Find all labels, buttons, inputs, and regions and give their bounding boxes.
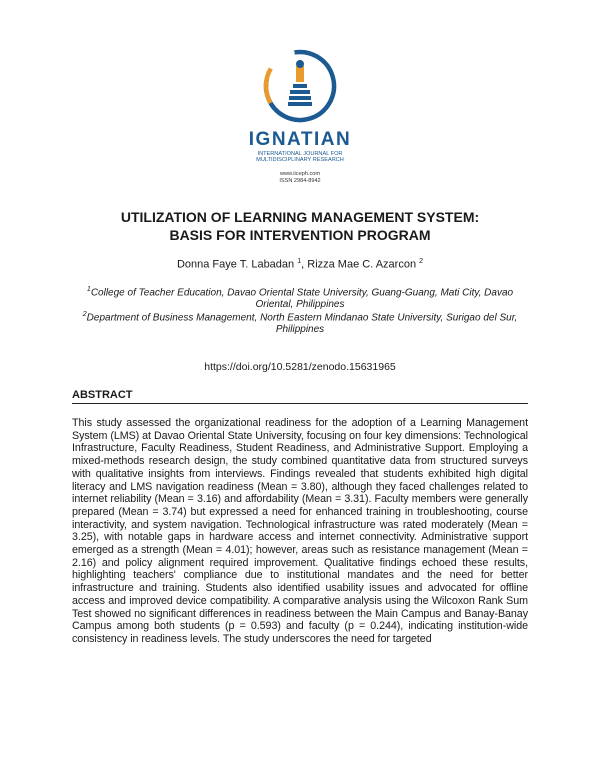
abstract-divider	[72, 403, 528, 404]
journal-info	[238, 171, 362, 185]
affiliation-2-text: Department of Business Management, North Eastern Mindanao State University, Surigao del Sur, Philippines	[86, 312, 518, 336]
author-2-superscript: 2	[419, 258, 424, 265]
affiliation-1	[80, 284, 520, 311]
author-1-superscript: 1	[297, 258, 302, 265]
journal-subtitle-line1: INTERNATIONAL JOURNAL FOR	[257, 151, 343, 157]
journal-subtitle-line2: MULTIDISCIPLINARY RESEARCH	[256, 157, 344, 164]
paper-title-line2: BASIS FOR INTERVENTION PROGRAM	[169, 227, 431, 243]
journal-logo	[238, 44, 362, 192]
affiliation-1-superscript: 1	[86, 286, 91, 293]
journal-name: IGNATIAN	[248, 129, 352, 150]
doi-link[interactable]: https://doi.org/10.5281/zenodo.15631965	[204, 361, 396, 373]
abstract-heading: ABSTRACT	[72, 389, 133, 401]
author-line	[60, 255, 540, 272]
affiliation-1-text: College of Teacher Education, Davao Oriental State University, Guang-Guang, Mati City, Davao Oriental, Philippines	[90, 287, 514, 311]
affiliation-2	[80, 309, 520, 336]
paper-title-line1: UTILIZATION OF LEARNING MANAGEMENT SYSTEM:	[120, 209, 480, 225]
journal-subtitle	[238, 151, 362, 164]
author-1: Donna Faye T. Labadan	[176, 258, 295, 271]
affiliation-2-superscript: 2	[82, 311, 87, 318]
ignatian-emblem-icon	[260, 44, 340, 130]
journal-website[interactable]: www.iiceph.com	[279, 171, 321, 177]
paper-title	[60, 208, 540, 244]
author-2: Rizza Mae C. Azarcon	[307, 258, 417, 271]
abstract-body: This study assessed the organizational readiness for the adoption of a Learning Management System (LMS) at Davao Oriental State University, focusing on four key dimensions: Technological Infrastructure, Faculty Readiness, Student Readiness, and Administrative Support. Employing a mixed-methods research design, the study combined quantitative data from structured surveys with qualitative insights from interviews. Findings revealed that students exhibited high digital literacy and LMS navigation readiness (Mean = 3.80), although they faced challenges related to internet reliability (Mean = 3.16) and affordability (Mean = 3.31). Faculty members were generally prepared (Mean = 3.74) but expressed a need for enhanced training in troubleshooting, course interactivity, and system navigation. Technological infrastructure was rated moderately (Mean = 3.25), with notable gaps in hardware access and internet connectivity. Administrative support emerged as a strength (Mean = 4.01); however, areas such as resistance management (Mean = 2.16) and policy alignment required improvement. Qualitative findings echoed these results, highlighting teachers' compliance due to institutional mandates and the need for better infrastructure and training. Students also identified usability issues and advocated for offline access and improved device compatibility. A comparative analysis using the Wilcoxon Rank Sum Test showed no significant differences in readiness between the Main Campus and Banay-Banay Campus among both students (p = 0.593) and faculty (p = 0.244), indicating institution-wide consistency in readiness levels. The study underscores the need for targeted	[72, 417, 528, 645]
journal-issn: ISSN 2984-8942	[279, 178, 321, 184]
author-separator: ,	[301, 258, 308, 271]
